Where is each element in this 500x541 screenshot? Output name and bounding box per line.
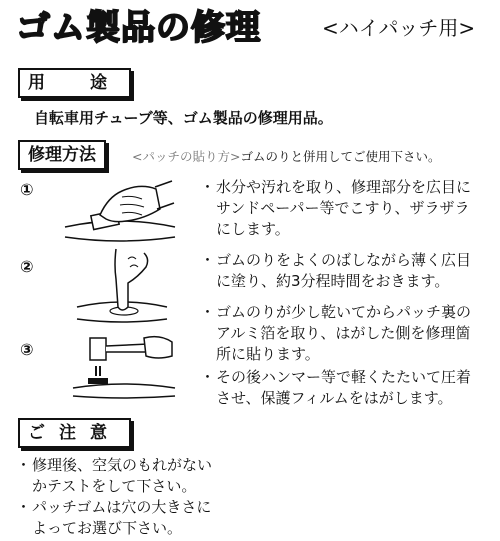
page-title: ゴム製品の修理: [16, 8, 261, 48]
caution-2-bullet: ・: [16, 498, 32, 516]
method-note-text: ゴムのりと併用してご使用下さい。: [240, 149, 441, 164]
step-3-number: ③: [20, 340, 34, 359]
step-1-number: ①: [20, 180, 34, 199]
step-4-text: [200, 367, 480, 409]
finger-glue-icon: [72, 245, 172, 325]
caution-item-1: [16, 455, 216, 497]
sandpaper-hand-icon: [60, 175, 180, 250]
step-2-bullet: ・: [200, 251, 216, 269]
caution-1-bullet: ・: [16, 456, 32, 474]
hammer-patch-icon: [68, 330, 180, 400]
step-1-content: 水分や汚れを取り、修理部分を広目にサンドペーパー等でこすり、ザラザラにします。: [216, 178, 472, 238]
page-subtitle: <ハイパッチ用>: [322, 16, 476, 40]
step-2-number: ②: [20, 257, 34, 276]
step-1-text: [200, 177, 480, 240]
step-3-text: [200, 302, 480, 365]
caution-1-content: 修理後、空気のもれがないかテストをして下さい。: [32, 456, 213, 495]
purpose-text: 自転車用チューブ等、ゴム製品の修理用品。: [34, 109, 333, 127]
method-heading: 修理方法: [18, 140, 106, 170]
step-4-bullet: ・: [200, 368, 216, 386]
step-2-content: ゴムのりをよくのばしながら薄く広目に塗り、約3分程時間をおきます。: [216, 251, 472, 290]
step-3-content: ゴムのりが少し乾いてからパッチ裏のアルミ箔を取り、はがした側を修理箇所に貼ります。: [216, 303, 472, 363]
step-4-content: その後ハンマー等で軽くたたいて圧着させ、保護フィルムをはがします。: [216, 368, 472, 407]
step-1-bullet: ・: [200, 178, 216, 196]
purpose-heading: 用 途: [18, 68, 131, 98]
caution-2-content: パッチゴムは穴の大きさによってお選び下さい。: [32, 498, 212, 537]
step-3-bullet: ・: [200, 303, 216, 321]
method-note: [132, 147, 440, 165]
step-2-text: [200, 250, 480, 292]
caution-heading: ご注意: [18, 418, 131, 448]
caution-item-2: [16, 497, 216, 539]
method-note-label: <パッチの貼り方>: [132, 149, 241, 164]
